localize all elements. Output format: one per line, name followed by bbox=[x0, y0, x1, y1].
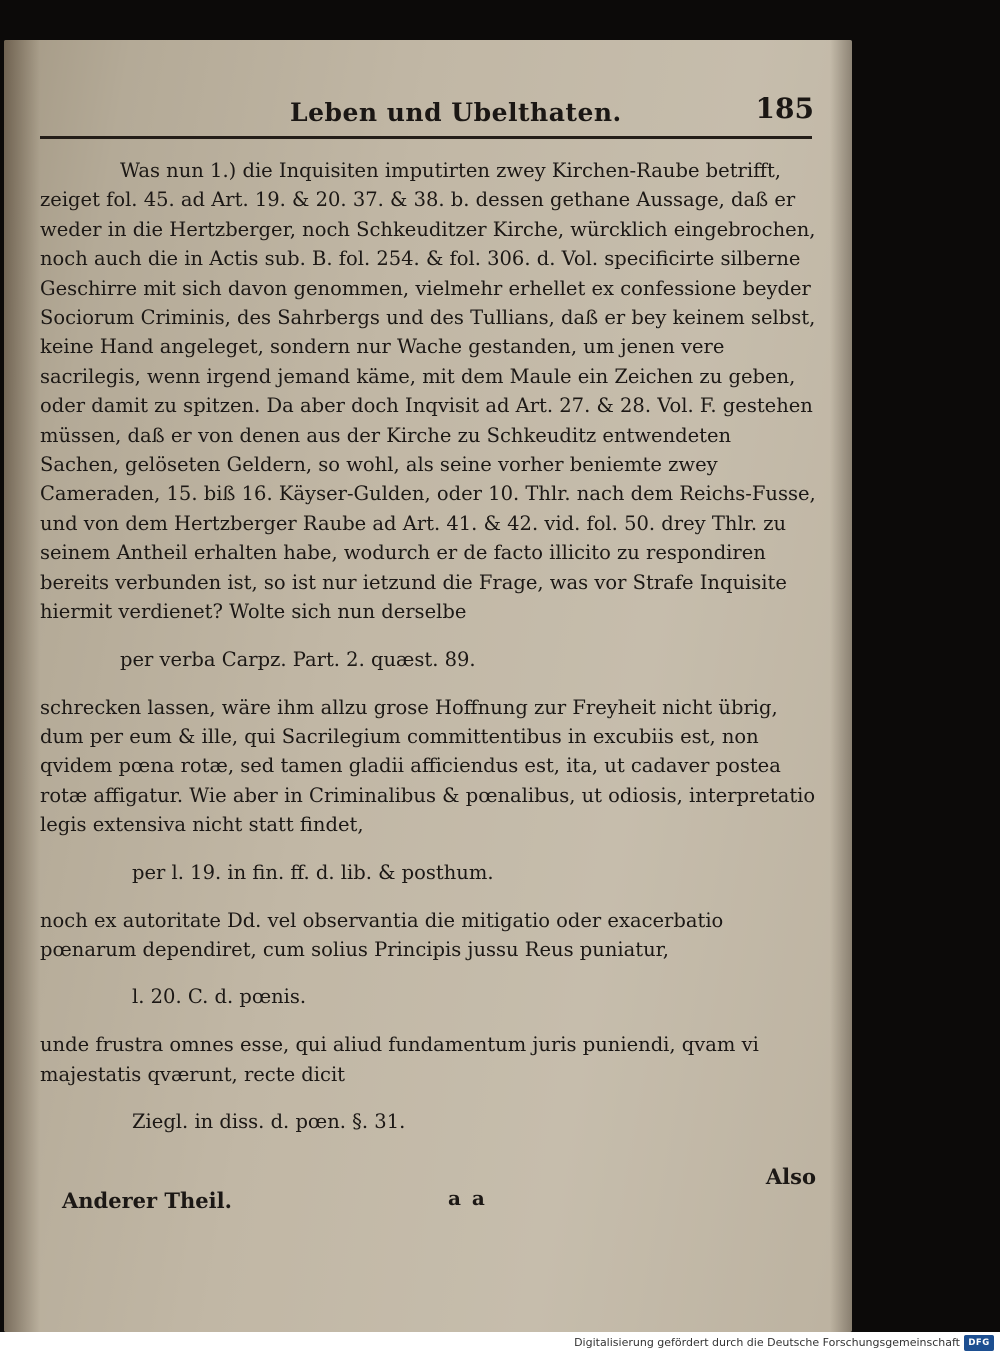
page-spine-shadow bbox=[4, 40, 40, 1332]
funding-notice: Digitalisierung gefördert durch die Deutsche Forschungsgemeinschaft bbox=[574, 1336, 960, 1349]
body-text bbox=[40, 156, 816, 1155]
paragraph: noch ex autoritate Dd. vel observantia die mitigatio oder exacerbatio pœnarum dependiret, cum solius Principis jussu Reus puniatur, bbox=[40, 908, 724, 961]
header-rule bbox=[40, 136, 812, 139]
paragraph: schrecken lassen, wäre ihm allzu grose Hoffnung zur Freyheit nicht übrig, dum per eum & ille, qui Sacrilegium committentibus in excubiis est, non qvidem pœna rotæ, sed tamen gladii afficiendus est, ita, ut cadaver postea rotæ affigatur. Wie aber in Criminalibus & pœnalibus, ut odiosis, interpretatio legis extensiva nicht statt findet, bbox=[40, 695, 816, 837]
paragraph: Was nun 1.) die Inquisiten imputirten zwey Kirchen-Raube betrifft, zeiget fol. 45. ad Art. 19. & 20. 37. & 38. b. dessen gethane Aussage, daß er weder in die Hertzberger, noch Schkeuditzer Kirche, würcklich eingebrochen, noch auch die in Actis sub. B. fol. 254. & fol. 306. d. Vol. specificirte silberne Geschirre mit sich davon genommen, vielmehr erhellet ex confessione beyder Sociorum Criminis, des Sahrbergs und des Tullians, daß er bey keinem selbst, keine Hand angeleget, sondern nur Wache gestanden, um jenen vere sacrilegis, wenn irgend jemand käme, mit dem Maule ein Zeichen zu geben, oder damit zu spitzen. Da aber doch Inqvisit ad Art. 27. & 28. Vol. F. gestehen müssen, daß er von denen aus der Kirche zu Schkeuditz entwendeten Sachen, gelöseten Geldern, so wohl, als seine vorher beniemte zwey Cameraden, 15. biß 16. Käyser-Gulden, oder 10. Thlr. nach dem Reichs-Fusse, und von dem Hertzberger Raube ad Art. 41. & 42. vid. fol. 50. drey Thlr. zu seinem Antheil erhalten habe, wodurch er de facto illicito zu respondiren bereits verbunden ist, so ist nur ietzund die Frage, was vor Strafe Inquisite hiermit verdienet? Wolte sich nun derselbe bbox=[40, 159, 816, 624]
page-header bbox=[40, 88, 816, 134]
catchword: Also bbox=[765, 1164, 816, 1189]
citation: l. 20. C. d. pœnis. bbox=[132, 985, 307, 1009]
sheet-mark: a a bbox=[448, 1186, 487, 1210]
citation: Ziegl. in diss. d. pœn. §. 31. bbox=[132, 1110, 406, 1134]
footer-bar bbox=[0, 1332, 1000, 1354]
citation: per verba Carpz. Part. 2. quæst. 89. bbox=[120, 647, 476, 671]
running-title: Leben und Ubelthaten. bbox=[290, 98, 622, 127]
dfg-logo-icon: DFG bbox=[964, 1335, 994, 1351]
page-number: 185 bbox=[755, 92, 814, 125]
paragraph: unde frustra omnes esse, qui aliud fundamentum juris puniendi, qvam vi majestatis qværunt, recte dicit bbox=[40, 1033, 759, 1086]
book-page bbox=[4, 40, 852, 1332]
volume-signature: Anderer Theil. bbox=[62, 1188, 232, 1213]
citation: per l. 19. in fin. ff. d. lib. & posthum. bbox=[132, 860, 494, 884]
